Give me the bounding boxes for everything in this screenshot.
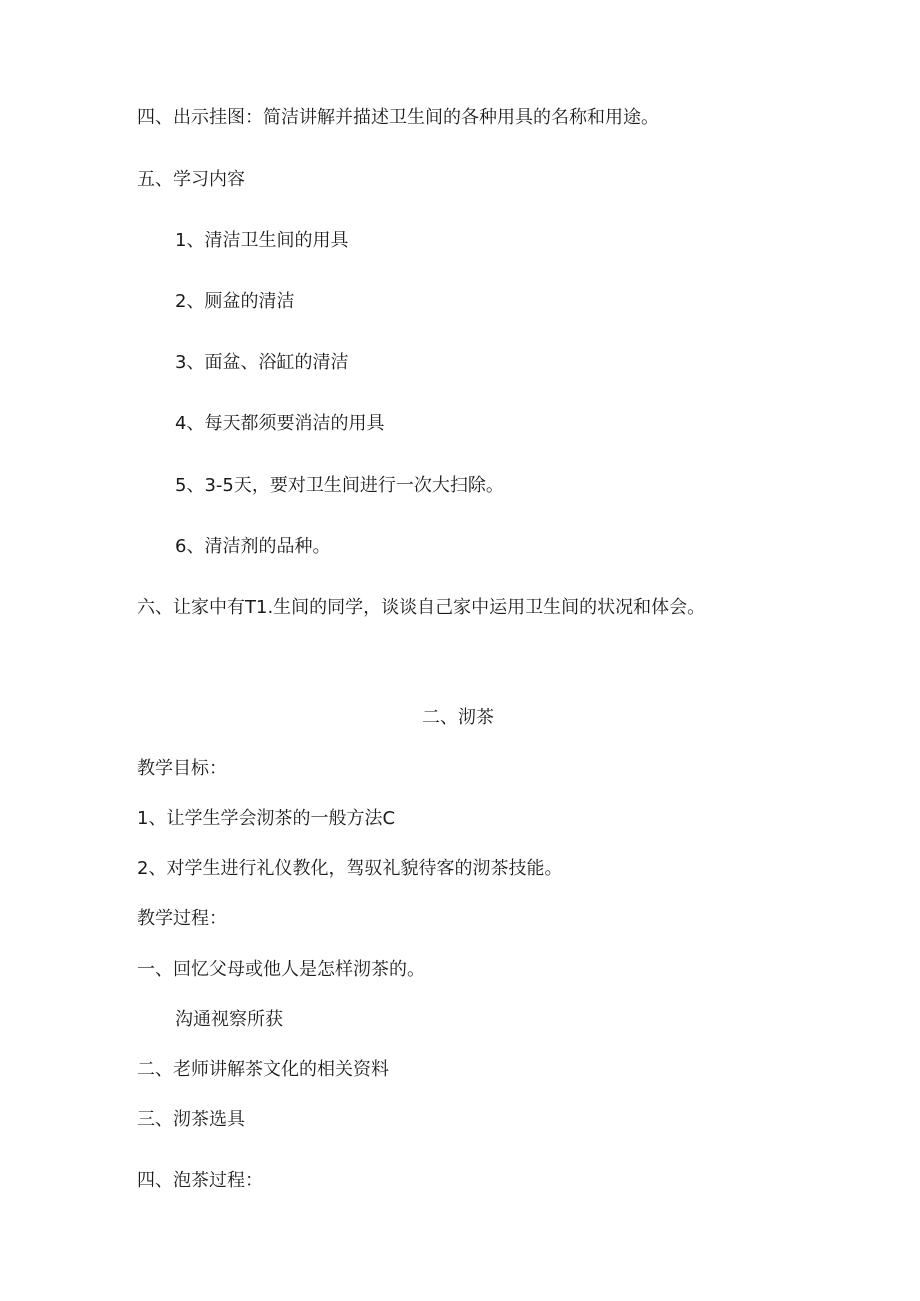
process-step-2: 二、老师讲解茶文化的相关资料: [137, 1059, 389, 1080]
paragraph-item-four: 四、出示挂图：简洁讲解并描述卫生间的各种用具的名称和用途。: [137, 107, 659, 128]
process-step-1: 一、回忆父母或他人是怎样沏茶的。: [137, 959, 425, 980]
learning-point-5: 5、3-5天，要对卫生间进行一次大扫除。: [175, 475, 504, 496]
process-step-4: 四、泡茶过程：: [137, 1170, 263, 1191]
goal-2: 2、对学生进行礼仪教化，驾驭礼貌待客的沏茶技能。: [137, 858, 563, 879]
learning-point-4: 4、每天都须要消洁的用具: [175, 413, 385, 434]
process-step-1-note: 沟通视察所获: [175, 1009, 283, 1030]
process-step-3: 三、沏茶选具: [137, 1109, 245, 1130]
goals-heading: 教学目标：: [137, 758, 227, 779]
paragraph-item-six: 六、让家中有T1.生间的同学，谈谈自己家中运用卫生间的状况和体会。: [137, 597, 706, 618]
paragraph-item-five: 五、学习内容: [137, 169, 245, 190]
learning-point-1: 1、清洁卫生间的用具: [175, 230, 349, 251]
learning-point-6: 6、清洁剂的品种。: [175, 536, 331, 557]
process-heading: 教学过程：: [137, 908, 227, 929]
learning-point-3: 3、面盆、浴缸的清洁: [175, 352, 349, 373]
section-title: 二、沏茶: [422, 707, 494, 728]
learning-point-2: 2、厕盆的清洁: [175, 291, 295, 312]
goal-1: 1、让学生学会沏茶的一般方法C: [137, 808, 396, 829]
